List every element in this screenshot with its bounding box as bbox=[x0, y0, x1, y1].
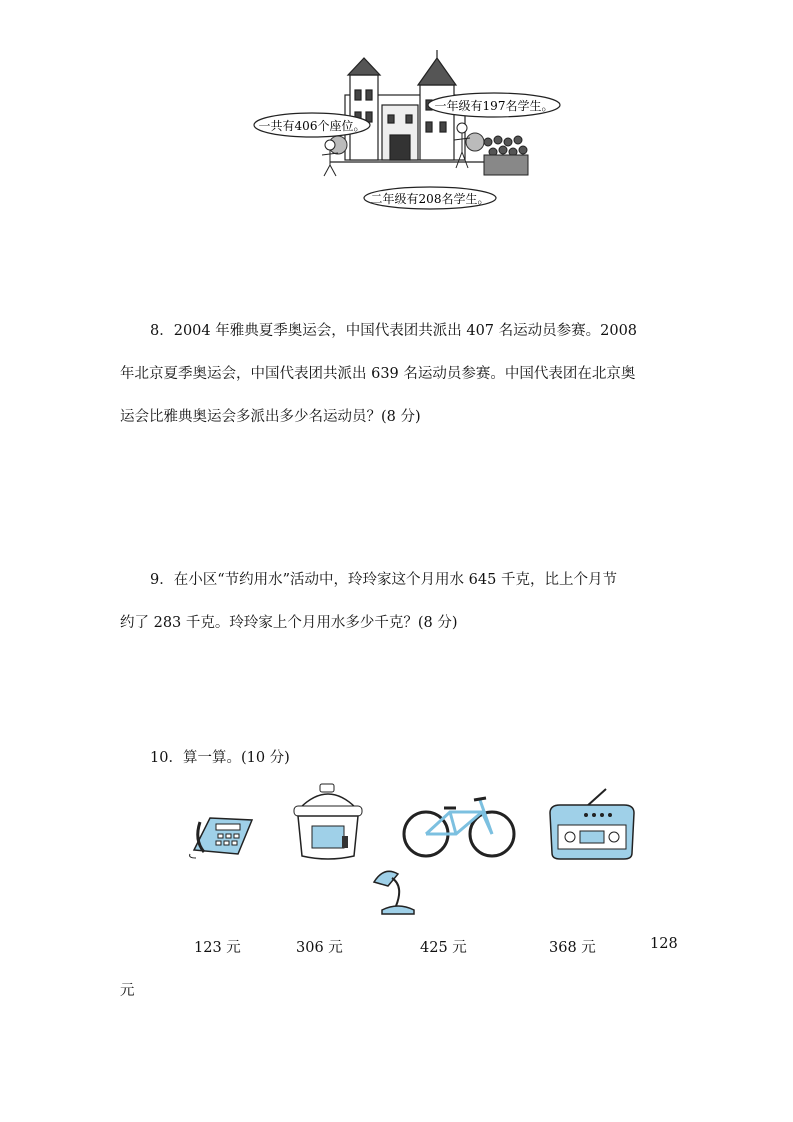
school-illustration bbox=[250, 50, 570, 216]
bicycle-icon bbox=[400, 790, 518, 860]
desk-lamp-icon bbox=[370, 866, 418, 918]
bubble-seats: 一共有406个座位。 bbox=[258, 119, 366, 133]
bubble-grade1: 一年级有197名学生。 bbox=[434, 99, 554, 113]
q8-line2: 年北京夏季奥运会，中国代表团共派出 639 名运动员参赛。中国代表团在北京奥 bbox=[120, 366, 636, 382]
price-radio: 368 元 bbox=[549, 940, 596, 956]
price-desk-lamp-unit: 元 bbox=[120, 983, 135, 999]
price-bicycle: 425 元 bbox=[420, 940, 467, 956]
q10-title: 10．算一算。(10 分) bbox=[150, 750, 290, 766]
q8-line3: 运会比雅典奥运会多派出多少名运动员？(8 分) bbox=[120, 409, 421, 425]
price-desk-lamp: 128 bbox=[650, 936, 678, 952]
telephone-icon bbox=[186, 810, 256, 860]
q9-line2: 约了 283 千克。玲玲家上个月用水多少千克？(8 分) bbox=[120, 615, 458, 631]
q9-line1: 9．在小区“节约用水”活动中，玲玲家这个月用水 645 千克，比上个月节 bbox=[150, 572, 617, 588]
student-group-icon bbox=[484, 136, 528, 175]
price-telephone: 123 元 bbox=[194, 940, 241, 956]
rice-cooker-icon bbox=[290, 780, 366, 862]
bubble-grade2: 二年级有208名学生。 bbox=[370, 192, 490, 206]
price-rice-cooker: 306 元 bbox=[296, 940, 343, 956]
q8-line1: 8．2004 年雅典夏季奥运会，中国代表团共派出 407 名运动员参赛。2008 bbox=[150, 323, 638, 339]
radio-icon bbox=[546, 785, 638, 863]
